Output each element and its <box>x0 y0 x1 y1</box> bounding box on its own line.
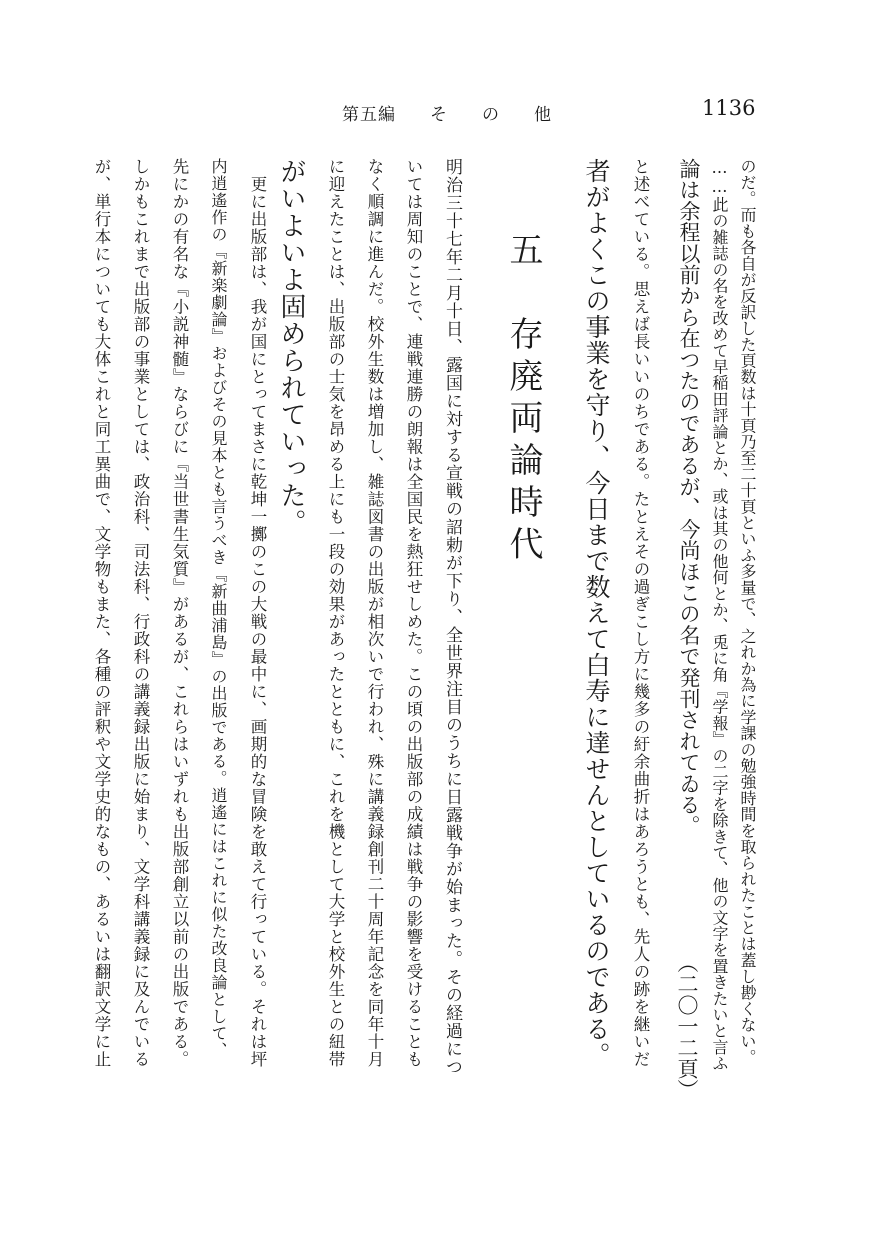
running-head-word-2: の <box>482 105 500 125</box>
body-line-before-1: と述べている。思えば長いいのちである。たとえその過ぎこし方に幾多の紆余曲折はあろうとも、先人の跡を継いだ <box>631 158 650 1068</box>
body-line-7: 内逍遙作の『新楽劇論』およびその見本とも言うべき『新曲浦島』の出版である。逍遙にはこれに似た改良論として、 <box>209 158 228 1059</box>
body-line-8: 先にかの有名な『小説神髄』ならびに『当世書生気質』があるが、これらはいずれも出版部創立以前の出版である。 <box>170 158 189 1068</box>
running-head-title <box>342 100 552 125</box>
body-line-2: いては周知のことで、連戦連勝の朗報は全国民を熱狂せしめた。この頃の出版部の成績は戦争の影響を受けることも <box>404 158 423 1068</box>
body-line-3: なく順調に進んだ。校外生数は増加し、雑誌図書の出版が相次いで行われ、殊に講義録創刊二十周年記念を同年十月 <box>365 158 384 1068</box>
running-header <box>0 96 874 126</box>
quote-line-2: ……此の雑誌の名を改めて早稲田評論とか、或は其の他何とか、兎に角『学報』の二字を除きて、他の文字を置きたいと言ふ <box>710 158 729 1072</box>
body-line-9: しかもこれまで出版部の事業としては、政治科、司法科、行政科の講義録出版に始まり、文学科講義録に及んでいる <box>131 158 150 1068</box>
body-line-before-2: 者がよくこの事業を守り、今日まで数えて白寿に達せんとしているのである。 <box>582 158 611 1068</box>
section-heading: 五 存廃両論時代 <box>503 232 543 568</box>
running-head-word-1: そ <box>430 105 448 125</box>
running-head-word-3: 他 <box>534 105 552 125</box>
body-line-10: が、単行本についても大体これと同工異曲で、文学物もまた、各種の評釈や文学史的なもの、あるいは翻訳文学に止 <box>92 158 111 1068</box>
body-line-5: がいよいよ固められていった。 <box>276 158 306 536</box>
body-line-1: 明治三十七年二月十日、露国に対する宣戦の詔勅が下り、全世界注目のうちに日露戦争が始まった。その経過につ <box>442 158 462 1076</box>
body-line-4: に迎えたことは、出版部の士気を昂める上にも一段の効果があったとともに、これを機として大学と校外生との紐帯 <box>326 158 345 1068</box>
quote-line-3: 論は余程以前から在つたのであるが、今尚ほこの名で発刊されてゐる。 <box>677 158 701 837</box>
running-head-section: 第五編 <box>342 105 396 125</box>
body-line-6: 更に出版部は、我が国にとってまさに乾坤一擲のこの大戦の最中に、画期的な冒険を敢えて行っている。それは坪 <box>248 158 267 1068</box>
quote-citation: （二〇一二頁） <box>675 952 699 1101</box>
page-number: 1136 <box>702 96 756 120</box>
quote-line-1: のだ。而も各自が反訳した頁数は十頁乃至二十頁といふ多量で、之れか為に学課の勉強時間を取られたことは蓋し尠くない。 <box>738 158 757 1066</box>
